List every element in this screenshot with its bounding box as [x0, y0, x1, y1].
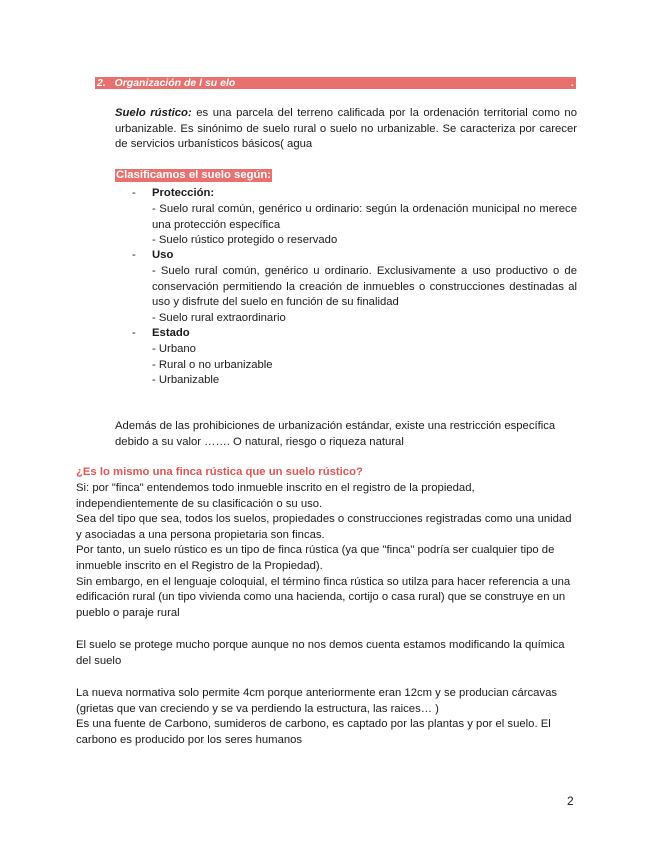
classification-title: Clasificamos el suelo según: [116, 169, 272, 181]
intro-paragraph [115, 106, 577, 153]
category-title: Uso [152, 249, 174, 261]
category-title: Protección: [152, 187, 215, 199]
category-line: - Suelo rural extraordinario [152, 311, 286, 324]
question-paragraph: Sin embargo, en el lenguaje coloquial, el término finca rústica so utilza para hacer referencia a una edificación rural (un tipo vivienda como una hacienda, cortijo o casa rural) que se construye en un pueblo o paraje rural [76, 575, 571, 619]
category-line: - Suelo rústico protegido o reservado [152, 234, 338, 247]
intro-text: es una parcela del terreno calificada por la ordenación territorial como no urbanizable. Es sinónimo de suelo rural o suelo no urbanizable. Se caracteriza por carecer de servicios urbanísticos básicos( agua [115, 107, 577, 151]
carbon-paragraph: Es una fuente de Carbono, sumideros de carbono, es captado por las plantas y por el suelo. El carbono es producido por los seres humanos [76, 718, 551, 746]
question-body [76, 481, 578, 621]
regulation-paragraph: La nueva normativa solo permite 4cm porque anteriormente eran 12cm y se producian cárcavas (grietas que van creciendo y se va perdiendo la estructura, las raices… ) [76, 687, 557, 715]
page-number: 2 [567, 794, 574, 808]
question-paragraph: Si: por "finca" entendemos todo inmueble inscrito en el registro de la propiedad, independientemente de su clasificación o su uso. [76, 482, 475, 510]
category-line: - Suelo rural común, genérico u ordinario. Exclusivamente a uso productivo o de conservación permitiendo la creación de inmuebles o construcciones destinadas al uso y disfrute del suelo en función de su finalidad [152, 265, 577, 309]
restriction-paragraph: Además de las prohibiciones de urbanización estándar, existe una restricción específica debido a su valor ……. O natural, riesgo o riqueza natural [115, 420, 556, 448]
category-line: - Urbanizable [152, 374, 220, 387]
category-line: - Rural o no urbanizable [152, 358, 273, 371]
category-dash: - [132, 249, 136, 261]
section-number: 2. [97, 77, 106, 89]
question-paragraph: Sea del tipo que sea, todos los suelos, propiedades o construcciones registradas como una unidad y asociadas a una persona propietaria son fincas. [76, 513, 572, 541]
category-dash: - [132, 187, 136, 199]
section-title: Organización de l su elo [114, 77, 236, 89]
category-dash: - [132, 327, 136, 339]
question-paragraph: Por tanto, un suelo rústico es un tipo de finca rústica (ya que "finca" podría ser cualquier tipo de inmueble inscrito en el Registro de la Propiedad). [76, 544, 555, 572]
intro-term: Suelo rústico: [115, 107, 192, 119]
section-heading-trail: . [571, 77, 574, 89]
protection-paragraph: El suelo se protege mucho porque aunque no nos demos cuenta estamos modificando la química del suelo [76, 639, 565, 667]
question-heading: ¿Es lo mismo una finca rústica que un suelo rústico? [76, 466, 363, 478]
category-line: - Urbano [152, 343, 196, 355]
section-heading [95, 77, 576, 89]
category-title: Estado [152, 327, 190, 339]
regulation-block [76, 686, 578, 748]
category-line: - Suelo rural común, genérico u ordinario: según la ordenación municipal no merece una protección específica [152, 203, 577, 231]
